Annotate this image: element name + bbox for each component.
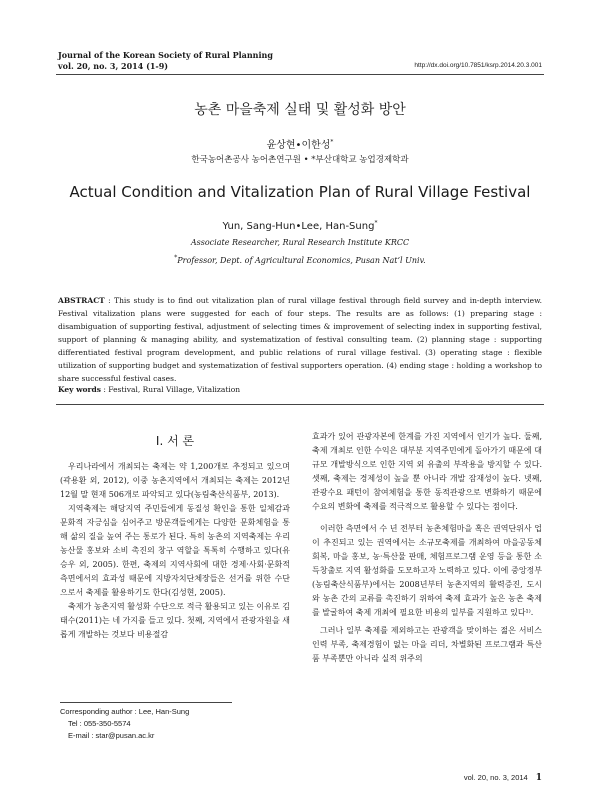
authors-english: Yun, Sang-Hun•Lee, Han-Sung* [222,219,378,232]
keywords [58,385,240,394]
title-english: Actual Condition and Vitalization Plan of Rural Village Festival [69,183,531,201]
body-column-right [312,430,542,666]
affiliation-english-1: Associate Researcher, Rural Research Institute KRCC [190,238,410,247]
paragraph: 축제가 농촌지역 활성화 수단으로 적극 활용되고 있는 이유로 김태수(2011)는 네 가지를 들고 있다. 첫째, 지역에서 관광자원을 새롭게 개발하는 것보다 비용절감 [60,602,290,639]
footer-volume: vol. 20, no. 3, 2014 [463,773,528,782]
doi-link[interactable]: http://dx.doi.org/10.7851/ksrp.2014.20.3.001 [414,62,542,69]
corresponding-author-email[interactable]: E-mail : star@pusan.ac.kr [68,731,155,740]
title-korean: 농촌 마을축제 실태 및 활성화 방안 [194,102,406,118]
paragraph: 이러한 측면에서 수 년 전부터 농촌체험마을 혹은 권역단위사 업이 추진되고 있는 권역에서는 소규모축제를 개최하여 마을공동체 회복, 마을 홍보, 농·특산물 판매, 체험프로그램 운영 등을 통한 소득창출로 지역 활성화를 도모하고자 노력하고 있다. 이에 중앙정부(농림축산식품부)에서는 2008년부터 농촌지역의 활력증진, 도시와 농촌 간의 교류를 촉진하기 위하여 축제 효과가 높은 농촌 축제를 발굴하여 축제 개최에 필요한 비용의 일부를 지원하고 있다¹⁾. [312,524,542,617]
corresponding-author-tel: Tel : 055-350-5574 [68,719,131,728]
body-column-left [60,460,290,642]
paragraph: 지역축제는 해당지역 주민들에게 동질성 확인을 통한 일체감과 문화적 자긍심을 심어주고 방문객들에게는 다양한 문화체험을 통해 삶의 질을 높여 주는 통로가 된다. 특히 농촌의 지역축제는 우리 농산물 홍보와 소비 촉진의 창구 역할을 톡톡히 수행하고 있다(유승우 외, 2005). 한편, 축제의 지역사회에 대한 경제·사회·문화적 측면에서의 효과성 때문에 지방자치단체장들은 선거를 위한 수단으로서 축제를 활용하기도 한다(김성현, 2005). [60,504,290,597]
journal-volume: vol. 20, no. 3, 2014 (1-9) [58,61,169,71]
journal-name: Journal of the Korean Society of Rural Planning [58,50,273,60]
section-heading-introduction: Ⅰ. 서 론 [155,434,195,448]
header-divider [56,74,544,75]
authors-korean: 윤상현•이한성* [266,138,334,151]
abstract-divider [56,404,544,405]
paragraph: 우리나라에서 개최되는 축제는 약 1,200개로 추정되고 있으며(곽용환 외, 2012), 이중 농촌지역에서 개최되는 축제는 2012년 12월 말 현재 506개로 파악되고 있다(농림축산식품부, 2013). [60,462,290,499]
affiliation-english-2: *Professor, Dept. of Agricultural Economics, Pusan Nat’l Univ. [174,254,426,265]
abstract-text: : This study is to find out vitalization plan of rural village festival through field survey and in-depth interview. Festival vitalization plans were suggested for each of four steps. The results are as follows: (1) preparing stage : disambiguation of supporting festival, adjustment of selecting times & improvement of selecting index in supporting festival, support of planning & managing ability, and systematization of festival consulting team. (2) planning stage : supporting differentiated festival program development, and public relations of rural village festival. (3) operating stage : flexible utilization of supporting budget and systematization of festival supporters operation. (4) ending stage : holding a workshop to share successful festival cases. [58,296,542,383]
corresponding-author [60,706,189,742]
paragraph: 효과가 있어 관광자본에 한계를 가진 지역에서 인기가 높다. 둘째, 축제 개최로 인한 수익은 대부분 지역주민에게 돌아가기 때문에 대규모 개발방식으로 인한 지역 외 유출의 부작용을 방지할 수 있다. 셋째, 축제는 경제성이 높을 뿐 아니라 개발 잠재성이 높다. 넷째, 관광수요 패턴이 참여체험을 통한 동적관광으로 변화하기 때문에 수요의 변화에 축제를 적극적으로 활용할 수 있다는 점이다. [312,432,542,511]
corresponding-author-name: Corresponding author : Lee, Han-Sung [60,707,190,716]
keywords-text: : Festival, Rural Village, Vitalization [100,385,241,394]
abstract-label: ABSTRACT [58,296,105,305]
affiliation-korean: 한국농어촌공사 농어촌연구원 • *부산대학교 농업경제학과 [191,155,409,165]
keywords-label: Key words [58,385,101,394]
page-number: 1 [535,773,542,783]
page-footer [464,773,542,783]
paragraph: 그러나 일부 축제를 제외하고는 관광객을 맞이하는 젊은 서비스 인력 부족, 축제경험이 없는 마을 리더, 차별화된 프로그램과 특산품 부족뿐만 아니라 실적 위주의 [312,626,542,663]
journal-header [58,50,273,72]
abstract [58,294,542,385]
footnote-divider [60,702,232,703]
